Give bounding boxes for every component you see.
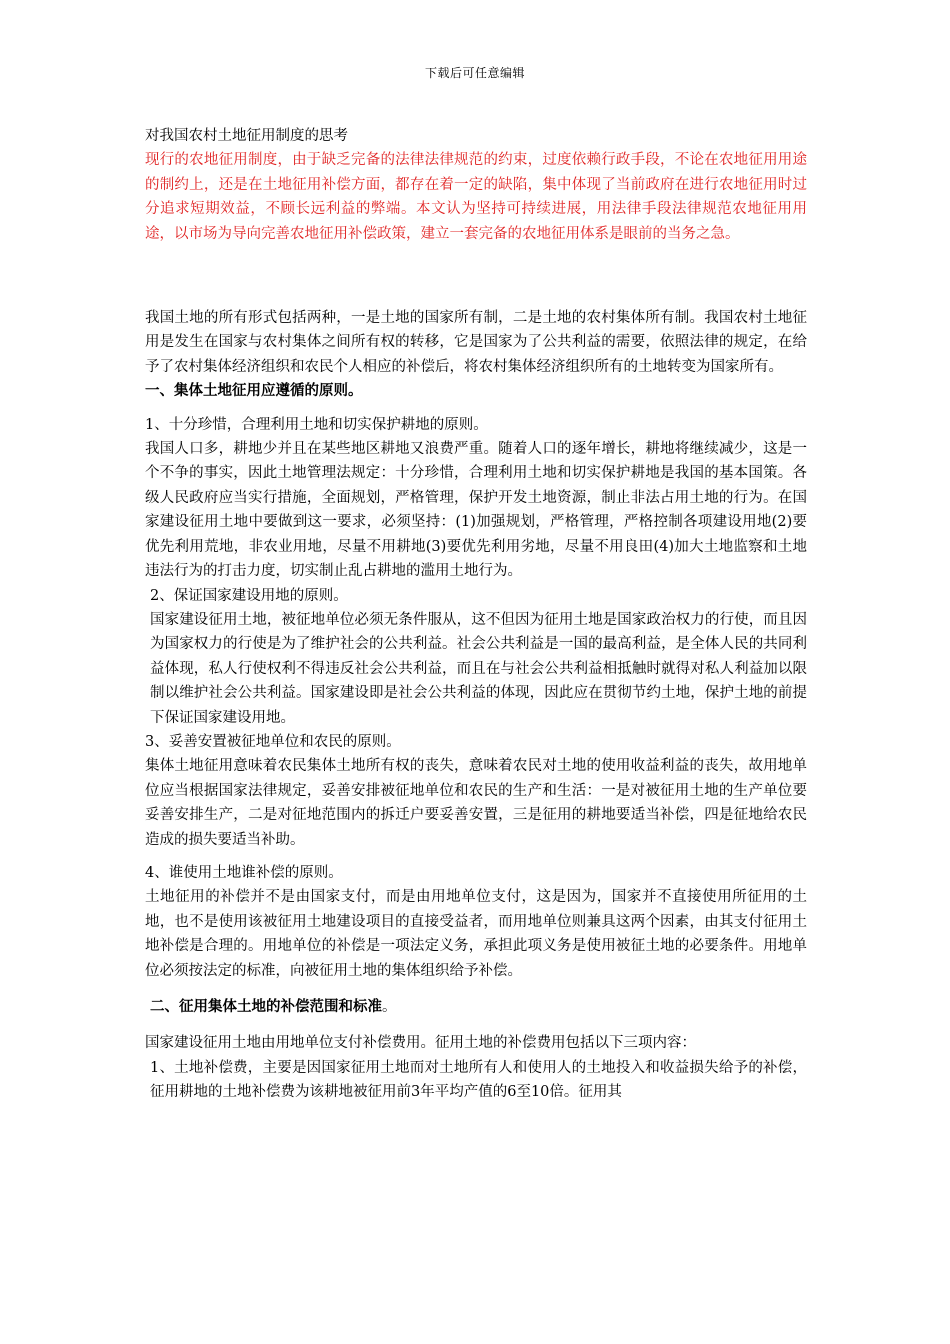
section2-heading xyxy=(145,995,807,1019)
principle2-title: 2、保证国家建设用地的原则。 xyxy=(150,587,348,604)
principle1-body: 我国人口多，耕地少并且在某些地区耕地又浪费严重。随着人口的逐年增长，耕地将继续减少，这是一个不争的事实，因此土地管理法规定：十分珍惜，合理利用土地和切实保护耕地是我国的基本国策。各级人民政府应当实行措施，全面规划，严格管理，保护开发土地资源，制止非法占用土地的行为。在国家建设征用土地中要做到这一要求，必须坚持：(1)加强规划，严格管理，严格控制各项建设用地(2)要优先利用荒地，非农业用地，尽量不用耕地(3)要优先利用劣地，尽量不用良田(4)加大土地监察和土地违法行为的打击力度，切实制止乱占耕地的滥用土地行为。 xyxy=(145,441,807,580)
spacer xyxy=(145,983,807,995)
principle4-title: 4、谁使用土地谁补偿的原则。 xyxy=(145,864,343,881)
spacer xyxy=(145,246,807,306)
principle2-body: 国家建设征用土地，被征地单位必须无条件服从，这不但因为征用土地是国家政治权力的行使，而且因为国家权力的行使是为了维护社会的公共利益。社会公共利益是一国的最高利益，是全体人民的共同利益体现，私人行使权利不得违反社会公共利益，而且在与社会公共利益相抵触时就得对私人利益加以限制以维护社会公共利益。国家建设即是社会公共利益的体现，因此应在贯彻节约土地，保护土地的前提下保证国家建设用地。 xyxy=(150,611,807,726)
page-header: 下载后可任意编辑 xyxy=(424,66,525,80)
document-title: 对我国农村土地征用制度的思考 xyxy=(145,128,348,144)
spacer xyxy=(145,1019,807,1031)
section2-item1: 1、土地补偿费，主要是因国家征用土地而对土地所有人和使用人的土地投入和收益损失给予的补偿，征用耕地的土地补偿费为该耕地被征用前3年平均产值的6至10倍。征用其 xyxy=(150,1059,807,1101)
section2-intro: 国家建设征用土地由用地单位支付补偿费用。征用土地的补偿费用包括以下三项内容： xyxy=(145,1035,696,1052)
document-body xyxy=(145,124,807,1105)
section1-heading: 一、集体土地征用应遵循的原则。 xyxy=(145,382,363,400)
principle3-body: 集体土地征用意味着农民集体土地所有权的丧失，意味着农民对土地的使用收益利益的丧失，故用地单位应当根据国家法律规定，妥善安排被征地单位和农民的生产和生活：一是对被征用土地的生产单位要妥善安排生产，二是对征地范围内的拆迁户要妥善安置，三是征用的耕地要适当补偿，四是征地给农民造成的损失要适当补助。 xyxy=(145,758,807,848)
section2-heading-text: 二、征用集体土地的补偿范围和标准 xyxy=(150,998,382,1015)
abstract-paragraph: 现行的农地征用制度，由于缺乏完备的法律法律规范的约束，过度依赖行政手段，不论在农地征用用途的制约上，还是在土地征用补偿方面，都存在着一定的缺陷，集中体现了当前政府在进行农地征用时过分追求短期效益，不顾长远利益的弊端。本文认为坚持可持续进展，用法律手段法律规范农地征用用途，以市场为导向完善农地征用补偿政策，建立一套完备的农地征用体系是眼前的当务之急。 xyxy=(145,152,807,242)
principle1-title: 1、十分珍惜，合理利用土地和切实保护耕地的原则。 xyxy=(145,416,488,433)
principle3-title: 3、妥善安置被征地单位和农民的原则。 xyxy=(145,733,401,750)
principle4-body: 土地征用的补偿并不是由国家支付，而是由用地单位支付，这是因为，国家并不直接使用所征用的土地，也不是使用该被征用土地建设项目的直接受益者，而用地单位则兼具这两个因素，由其支付征用土地补偿是合理的。用地单位的补偿是一项法定义务，承担此项义务是使用被征土地的必要条件。用地单位必须按法定的标准，向被征用土地的集体组织给予补偿。 xyxy=(145,889,807,979)
intro-paragraph: 我国土地的所有形式包括两种，一是土地的国家所有制，二是土地的农村集体所有制。我国农村土地征用是发生在国家与农村集体之间所有权的转移，它是国家为了公共利益的需要，依照法律的规定，在给予了农村集体经济组织和农民个人相应的补偿后，将农村集体经济组织所有的土地转变为国家所有。 xyxy=(145,310,807,375)
spacer xyxy=(145,404,807,413)
spacer xyxy=(145,852,807,861)
section2-heading-end: 。 xyxy=(382,999,397,1015)
